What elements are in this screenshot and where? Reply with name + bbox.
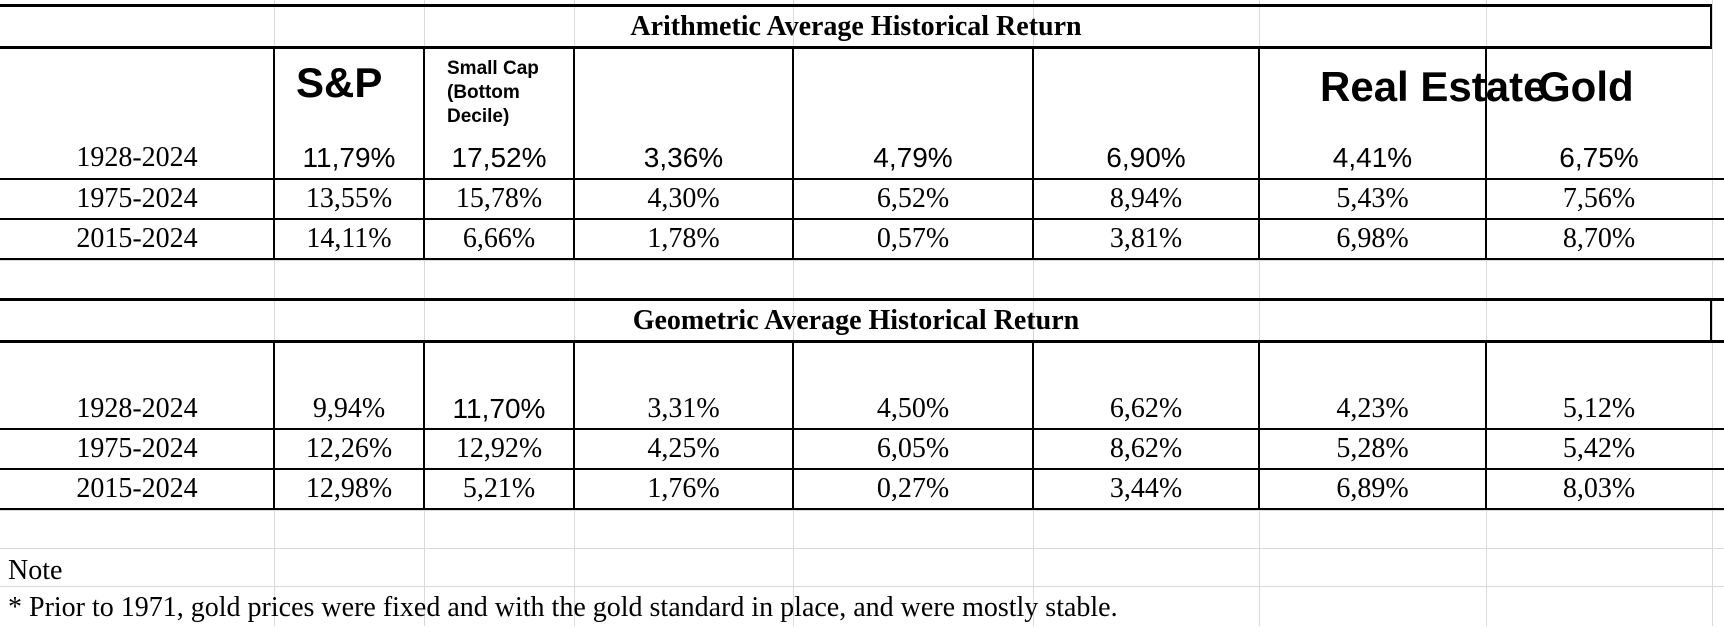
gridline — [0, 548, 1724, 549]
table-border — [0, 4, 1712, 7]
value-cell: 6,98% — [1336, 223, 1409, 254]
value-cell: 5,43% — [1336, 183, 1409, 214]
gridline — [0, 510, 1724, 511]
value-cell: 5,42% — [1562, 433, 1636, 464]
header-real-estate: Real Estate — [1320, 63, 1547, 110]
arithmetic-title: Arithmetic Average Historical Return — [630, 11, 1082, 42]
value-cell: 4,79% — [873, 142, 953, 173]
value-cell: 8,62% — [1109, 433, 1183, 464]
value-cell: 6,62% — [1109, 393, 1183, 424]
value-cell: 6,90% — [1106, 142, 1186, 173]
value-cell: 17,52% — [451, 142, 547, 173]
period-label: 1928-2024 — [76, 393, 198, 424]
value-cell: 1,76% — [647, 473, 720, 504]
value-cell: 0,27% — [876, 473, 950, 504]
table-border — [0, 258, 1724, 260]
value-cell: 11,79% — [302, 142, 396, 173]
value-cell: 5,12% — [1562, 393, 1636, 424]
value-cell: 8,03% — [1562, 473, 1636, 504]
period-label: 1975-2024 — [76, 183, 198, 214]
value-cell: 5,28% — [1336, 433, 1409, 464]
gridline — [0, 586, 1724, 587]
value-cell: 3,81% — [1109, 223, 1183, 254]
header-small-cap: Small Cap (Bottom Decile) — [447, 58, 539, 127]
value-cell: 14,11% — [306, 223, 392, 254]
value-cell: 0,57% — [876, 223, 950, 254]
table-border — [0, 298, 1724, 301]
period-label: 1975-2024 — [76, 433, 198, 464]
value-cell: 3,44% — [1109, 473, 1183, 504]
table-border — [0, 340, 1724, 343]
value-cell: 5,21% — [462, 473, 536, 504]
value-cell: 3,36% — [643, 142, 724, 173]
table-border — [0, 46, 1712, 49]
value-cell: 4,41% — [1332, 142, 1413, 173]
value-cell: 8,70% — [1562, 223, 1636, 254]
value-cell: 6,75% — [1559, 142, 1639, 173]
gridline — [0, 260, 1724, 261]
value-cell: 15,78% — [455, 183, 543, 214]
gridline — [1712, 0, 1713, 626]
value-cell: 4,30% — [647, 183, 720, 214]
header-sp: S&P — [296, 59, 383, 106]
value-cell: 12,98% — [305, 473, 393, 504]
table-border — [0, 508, 1724, 510]
value-cell: 7,56% — [1562, 183, 1636, 214]
value-cell: 6,05% — [876, 433, 950, 464]
value-cell: 12,92% — [455, 433, 543, 464]
value-cell: 9,94% — [312, 393, 386, 424]
period-label: 2015-2024 — [76, 223, 198, 254]
geometric-title: Geometric Average Historical Return — [632, 305, 1080, 336]
note-label: Note — [8, 555, 63, 586]
value-cell: 6,52% — [876, 183, 950, 214]
value-cell: 4,50% — [876, 393, 950, 424]
value-cell: 1,78% — [647, 223, 720, 254]
header-gold: Gold — [1538, 63, 1634, 110]
value-cell: 8,94% — [1109, 183, 1183, 214]
period-label: 1928-2024 — [76, 142, 198, 173]
value-cell: 11,70% — [452, 393, 546, 424]
value-cell: 12,26% — [305, 433, 393, 464]
note-text: * Prior to 1971, gold prices were fixed and with the gold standard in place, and were mostly stable. — [8, 592, 1118, 623]
value-cell: 3,31% — [647, 393, 720, 424]
value-cell: 6,89% — [1336, 473, 1409, 504]
period-label: 2015-2024 — [76, 473, 198, 504]
value-cell: 13,55% — [305, 183, 393, 214]
value-cell: 4,23% — [1336, 393, 1409, 424]
value-cell: 4,25% — [647, 433, 720, 464]
value-cell: 6,66% — [462, 223, 536, 254]
